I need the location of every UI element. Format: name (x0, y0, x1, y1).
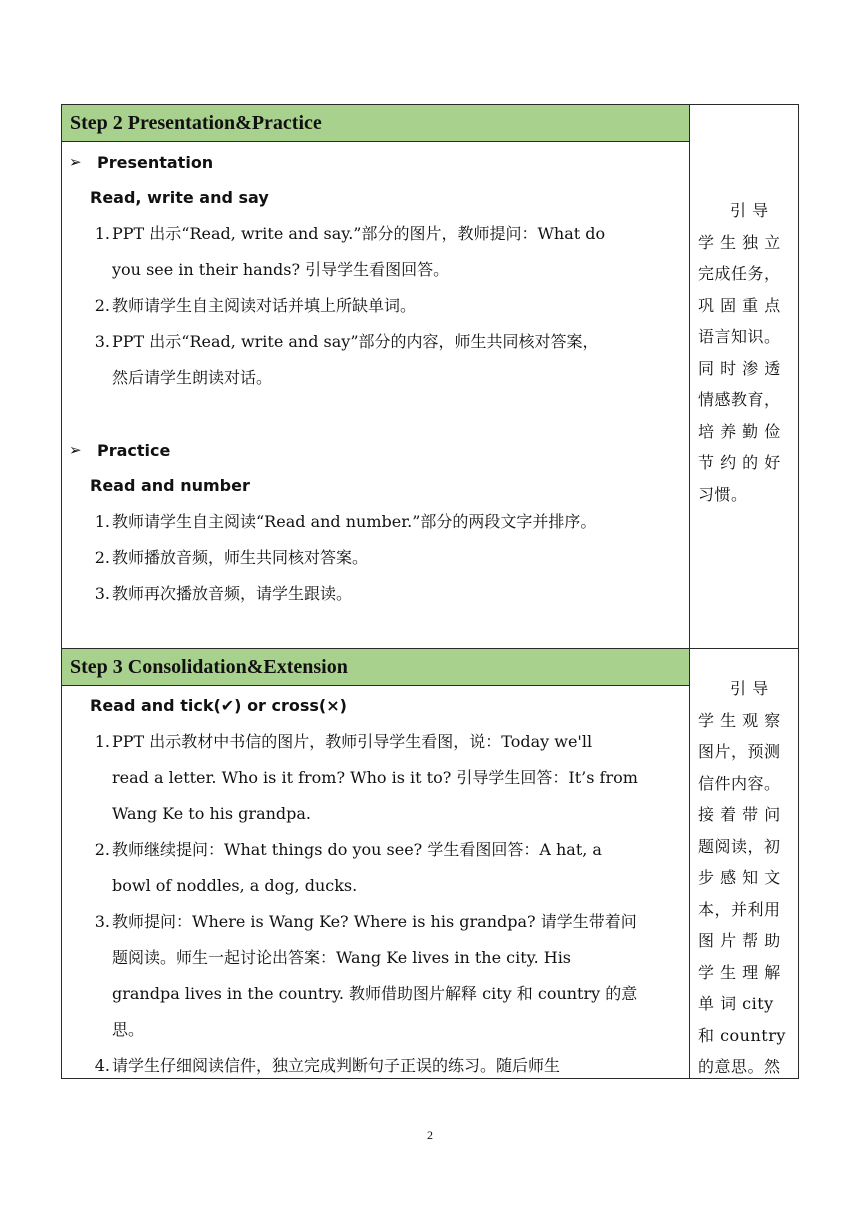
purpose-line: 同 时 渗 透 (698, 358, 781, 378)
item-line: 题阅读。师生一起讨论出答案：Wang Ke lives in the city. His (112, 948, 572, 967)
step2-title: Step 2 Presentation&Practice (62, 105, 689, 142)
purpose-line: 节 约 的 好 (698, 453, 781, 472)
list-item (62, 504, 689, 540)
purpose-line: 习惯。 (698, 484, 748, 504)
purpose-line: 接 着 带 问 (698, 805, 781, 824)
item-number: 1. (94, 512, 110, 531)
item-number: 3. (94, 584, 110, 603)
list-item (62, 324, 689, 396)
step3-title: Step 3 Consolidation&Extension (62, 649, 689, 686)
step3-row (62, 649, 798, 1078)
practice-heading (62, 432, 689, 468)
purpose-line: 题阅读，初 (698, 836, 781, 856)
item-line: grandpa lives in the country. 教师借助图片解释 city 和 country 的意 (112, 984, 638, 1003)
item-line: 教师继续提问：What things do you see? 学生看图回答：A hat, a (112, 840, 602, 859)
practice-heading-label: Practice (97, 440, 171, 460)
purpose-line: 语言知识。 (698, 327, 781, 346)
item-line: read a letter. Who is it from? Who is it to? 引导学生回答：It’s from (112, 768, 638, 787)
item-line: bowl of noddles, a dog, ducks. (112, 876, 358, 895)
step2-main-cell (62, 105, 690, 648)
step2-purpose-cell (690, 105, 798, 648)
step3-main-cell (62, 649, 690, 1078)
item-line: 请学生仔细阅读信件，独立完成判断句子正误的练习。随后师生 (112, 1056, 561, 1075)
purpose-line: 步 感 知 文 (698, 868, 781, 887)
presentation-heading (62, 144, 689, 180)
item-line: Wang Ke to his grandpa. (112, 804, 312, 823)
item-number: 2. (94, 296, 110, 315)
read-tick-title: Read and tick(✔) or cross(×) (90, 696, 347, 715)
item-number: 1. (94, 224, 110, 243)
presentation-heading-label: Presentation (97, 152, 214, 172)
read-write-say-title: Read, write and say (90, 188, 269, 207)
purpose-line: 单 词 city (698, 994, 774, 1013)
list-item (62, 832, 689, 904)
purpose-line: 的意思。然 (698, 1057, 781, 1076)
item-line: PPT 出示“Read, write and say”部分的内容，师生共同核对答案， (112, 332, 599, 351)
arrow-bullet-icon: ➢ (69, 153, 82, 171)
item-line: PPT 出示“Read, write and say.”部分的图片，教师提问：What do (112, 224, 606, 243)
item-line: 教师请学生自主阅读对话并填上所缺单词。 (112, 296, 417, 315)
item-number: 2. (94, 548, 110, 567)
arrow-bullet-icon: ➢ (69, 441, 82, 459)
list-item (62, 724, 689, 832)
purpose-line: 本，并利用 (698, 899, 781, 919)
purpose-line: 巩 固 重 点 (698, 295, 781, 315)
purpose-line: 引 导 (730, 679, 769, 698)
purpose-line: 图 片 帮 助 (698, 931, 781, 950)
item-number: 1. (94, 732, 110, 751)
list-item (62, 1048, 689, 1084)
purpose-line: 学 生 观 察 (698, 710, 781, 730)
item-number: 3. (94, 912, 110, 931)
item-line: you see in their hands? 引导学生看图回答。 (112, 260, 450, 279)
read-number-title: Read and number (90, 476, 250, 495)
purpose-line: 信件内容。 (698, 773, 781, 793)
purpose-line: 学 生 理 解 (698, 962, 781, 982)
purpose-line: 学 生 独 立 (698, 232, 781, 252)
item-line: 思。 (112, 1020, 145, 1039)
item-line: 教师播放音频，师生共同核对答案。 (112, 548, 369, 567)
list-item (62, 540, 689, 576)
step3-purpose-cell (690, 649, 798, 1078)
purpose-line: 完成任务， (698, 264, 781, 283)
purpose-line: 引 导 (730, 201, 769, 220)
lesson-plan-table (61, 104, 799, 1079)
purpose-line: 培 养 勤 俭 (698, 421, 781, 441)
item-line: 教师请学生自主阅读“Read and number.”部分的两段文字并排序。 (112, 512, 597, 531)
item-number: 2. (94, 840, 110, 859)
step2-row (62, 105, 798, 649)
item-line: 教师再次播放音频，请学生跟读。 (112, 584, 353, 603)
list-item (62, 216, 689, 288)
item-line: 教师提问：Where is Wang Ke? Where is his grandpa? 请学生带着问 (112, 912, 637, 931)
list-item (62, 904, 689, 1048)
list-item (62, 576, 689, 612)
item-number: 4. (94, 1056, 110, 1075)
list-item (62, 288, 689, 324)
purpose-line: 情感教育， (698, 390, 781, 409)
item-line: PPT 出示教材中书信的图片，教师引导学生看图，说：Today we'll (112, 732, 593, 751)
purpose-line: 图片，预测 (698, 742, 781, 761)
page-number: 2 (427, 1128, 433, 1142)
purpose-line: 和 country (698, 1025, 786, 1045)
item-line: 然后请学生朗读对话。 (112, 368, 273, 387)
item-number: 3. (94, 332, 110, 351)
